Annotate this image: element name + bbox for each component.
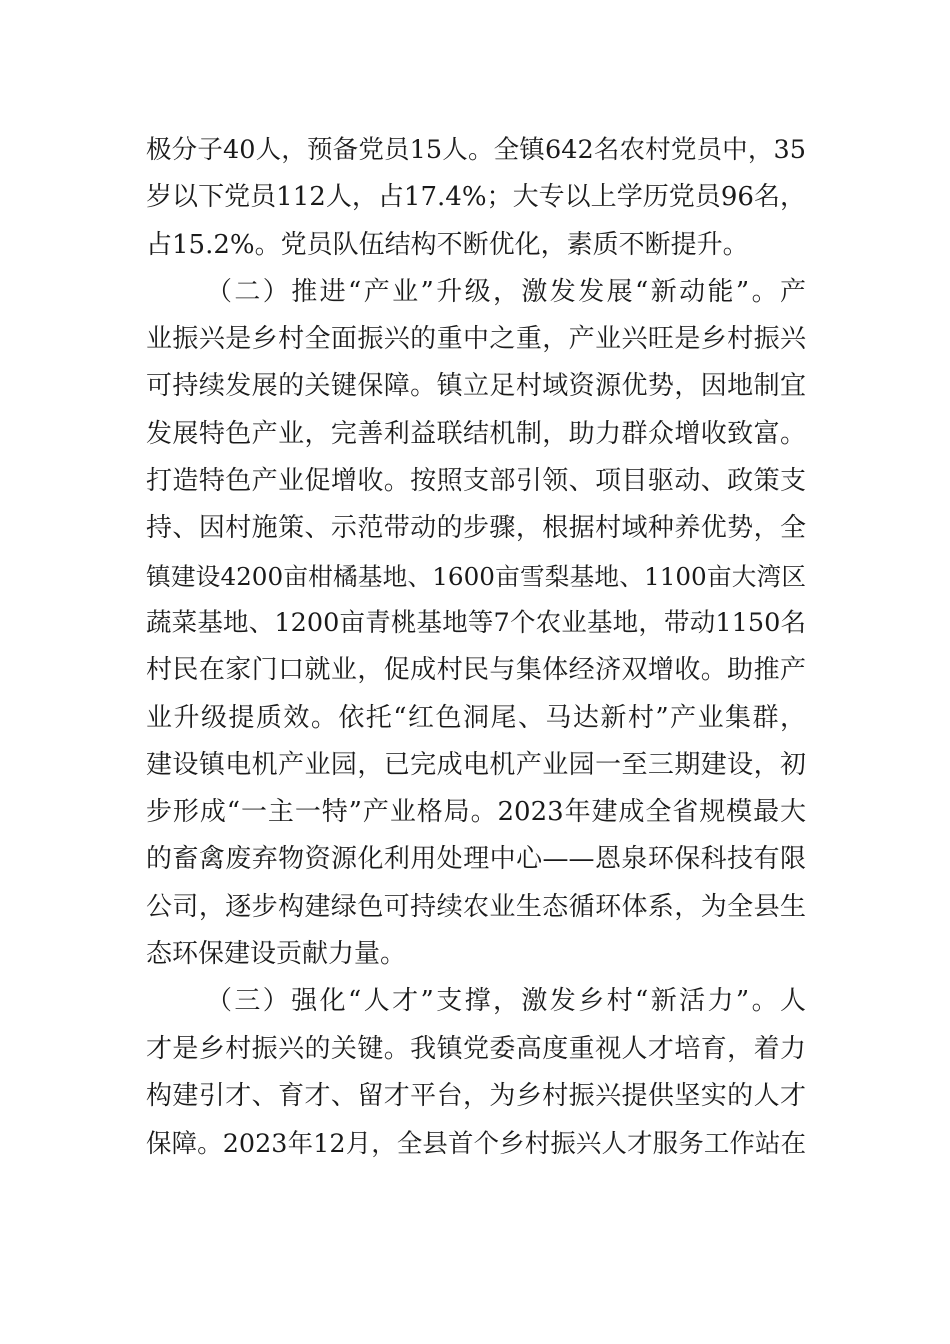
text-line: 可持续发展的关键保障。镇立足村域资源优势，因地制宜 (146, 371, 806, 402)
text-line: 态环保建设贡献力量。 (146, 939, 407, 970)
text-line: 公司，逐步构建绿色可持续农业生态循环体系，为全县生 (146, 891, 806, 922)
text-line: 保障。2023年12月，全县首个乡村振兴人才服务工作站在 (146, 1128, 806, 1159)
text-line: 极分子40人，预备党员15人。全镇642名农村党员中，35 (146, 135, 806, 165)
text-line: 业升级提质效。依托“红色洞尾、马达新村”产业集群， (146, 702, 806, 733)
text-line: （三）强化“人才”支撑，激发乡村“新活力”。人 (206, 986, 806, 1017)
text-line: 镇建设4200亩柑橘基地、1600亩雪梨基地、1100亩大湾区 (146, 561, 806, 591)
text-line: 打造特色产业促增收。按照支部引领、项目驱动、政策支 (146, 466, 806, 497)
text-line: 的畜禽废弃物资源化利用处理中心——恩泉环保科技有限 (146, 844, 806, 875)
text-line: 才是乡村振兴的关键。我镇党委高度重视人才培育，着力 (146, 1033, 806, 1064)
text-line: 占15.2%。党员队伍结构不断优化，素质不断提升。 (146, 229, 749, 260)
text-line: 村民在家门口就业，促成村民与集体经济双增收。助推产 (146, 655, 806, 686)
text-line: 蔬菜基地、1200亩青桃基地等7个农业基地，带动1150名 (146, 607, 806, 638)
text-line: 步形成“一主一特”产业格局。2023年建成全省规模最大 (146, 797, 806, 828)
body-text (146, 127, 806, 1168)
text-line: 发展特色产业，完善利益联结机制，助力群众增收致富。 (146, 418, 806, 449)
text-line: 建设镇电机产业园，已完成电机产业园一至三期建设，初 (146, 749, 806, 780)
text-line: 构建引才、育才、留才平台，为乡村振兴提供坚实的人才 (146, 1080, 806, 1111)
text-line: 业振兴是乡村全面振兴的重中之重，产业兴旺是乡村振兴 (146, 324, 806, 355)
text-line: 岁以下党员112人，占17.4%；大专以上学历党员96名， (146, 182, 806, 213)
text-line: （二）推进“产业”升级，激发发展“新动能”。产 (206, 276, 806, 307)
text-line: 持、因村施策、示范带动的步骤，根据村域种养优势，全 (146, 513, 806, 544)
